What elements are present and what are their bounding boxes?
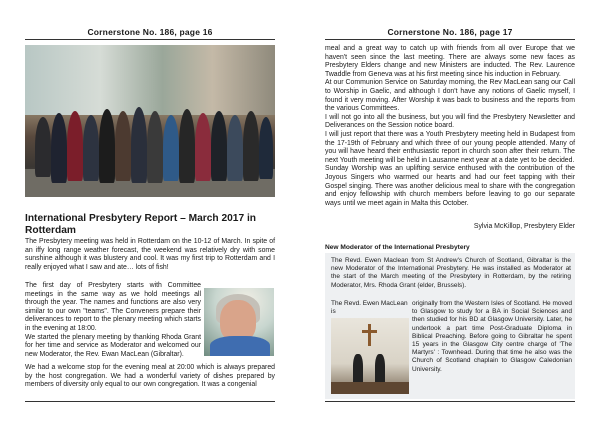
right-page [300, 0, 600, 425]
header-rule-right [325, 39, 575, 40]
photo-person [67, 111, 83, 181]
photo-person [51, 113, 67, 183]
photo-person [243, 111, 259, 181]
photo-person [353, 354, 363, 384]
header-rule-left [25, 39, 275, 40]
article-paragraph-2: The first day of Presbytery starts with Committee meetings in the same way as we hold meetings all through the year. The names and functions are also very similar to our own "teams". The Conveners prepare their deliverances to report to the plenary meeting which starts in the evening at 18:00. [25, 282, 201, 332]
photo-person [35, 117, 51, 177]
footer-rule-right [325, 401, 575, 402]
box-paragraph-2: originally from the Western Isles of Scotland. He moved to Glasgow to study for a BA in Social Sciences and then studied for his BD at Glasgow University. Later, he undertook a part time Post-Graduate Diploma in Biblical Preaching. Before going to Gibraltar he spent 15 years in the Glasgow City centre charge of 'The Martyrs' : Townhead. During that time he also was the Church of Scotland chaplain to Glasgow Caledonian University. [412, 300, 572, 373]
photo-person [131, 107, 147, 183]
section-subheading: New Moderator of the International Presbytery [325, 244, 470, 251]
article-paragraph-4: We had a welcome stop for the evening meal at 20:00 which is always prepared by the host congregation. We had a wonderful variety of dishes prepared by members of diversity only equal to our own congregation. It was a congenial [25, 364, 275, 389]
group-photo [25, 45, 275, 197]
photo-person [259, 117, 273, 179]
photo-person [147, 111, 163, 183]
cross-icon-bar [362, 330, 377, 333]
article-paragraph: meal and a great way to catch up with friends from all over Europe that we haven't seen since the last meeting. There are always some new faces as Presbytery Elders change and new Ministers are inducted. The Rev. Laurence Twaddle from Geneva was at his first meeting since his induction in February. [325, 45, 575, 78]
photo-person [375, 354, 385, 384]
footer-rule-left [25, 401, 275, 402]
cross-icon [368, 324, 371, 346]
article-paragraph: I will just report that there was a Youth Presbytery meeting held in Budapest from the 17-19th of February and which three of our young people attended. Many of you will have heard their enthusiastic report in church soon after their return. The next Youth meeting will be held in Lausanne next year at a date yet to be decided. [325, 130, 575, 164]
page-header-right: Cornerstone No. 186, page 17 [387, 27, 513, 37]
article-paragraph: At our Communion Service on Saturday morning, the Rev MacLean sang our Call to Worship in Gaelic, and although I don't have any notions of Gaelic myself, I found it very moving. After Worship it was back to business and the reports from the various Committees. [325, 79, 575, 113]
box-paragraph-1: The Revd. Ewen Maclean from St Andrew's Church of Scotland, Gibraltar is the new Moderator of the International Presbytery. He was installed as Moderator at the start of the March meeting of the Presbytery in Rotterdam, by the retiring Moderator, Mrs. Rhoda Grant (elder, Brussels). [331, 257, 571, 289]
box-paragraph-2-lead: The Revd. Ewen MacLean is [331, 300, 408, 316]
article-paragraph: The Presbytery meeting was held in Rotterdam on the 10-12 of March. In spite of an iffy long range weather forecast, the weekend was relatively dry with some sunshine although it was blustery and cool. It was my first trip to Rotterdam and I really enjoyed what I saw and ate… lots of fish! [25, 238, 275, 271]
photo-person [227, 115, 243, 181]
article-paragraph-3: We started the plenary meeting by thanking Rhoda Grant for her time and service as Moderator and welcomed our new Moderator, the Rev. Ewan MacLean (Gibraltar). [25, 333, 201, 358]
photo-background-wall [25, 45, 275, 115]
article-paragraph: Sunday Worship was an uplifting service enthused with the contribution of the Joyous Singers who warmed our hearts and had our feet tapping with their Gospel singing. There was another delicious meal to share with the congregation and enjoy fellowship with church members before leaving to go our separate ways until we meet again in Malta this October. [325, 165, 575, 207]
portrait-scarf [210, 336, 270, 356]
portrait-photo [204, 288, 274, 356]
author-signature: Sylvia McKillop, Presbytery Elder [473, 223, 575, 230]
photo-person [99, 109, 115, 183]
photo-person [163, 115, 179, 181]
photo-person [83, 115, 99, 181]
article-title: International Presbytery Report – March 2017 in Rotterdam [25, 213, 256, 236]
photo-person [115, 111, 131, 181]
photo-rail [331, 382, 409, 394]
church-photo [331, 318, 409, 394]
photo-person [179, 109, 195, 183]
photo-person [211, 111, 227, 181]
article-paragraph [25, 282, 201, 359]
article-paragraph: I will not go into all the business, but you will find the Presbytery Newsletter and Deliverances on the Session notice board. [325, 113, 575, 130]
page-header-left: Cornerstone No. 186, page 16 [87, 27, 213, 37]
article-continuation [325, 45, 575, 208]
photo-person [195, 113, 211, 181]
